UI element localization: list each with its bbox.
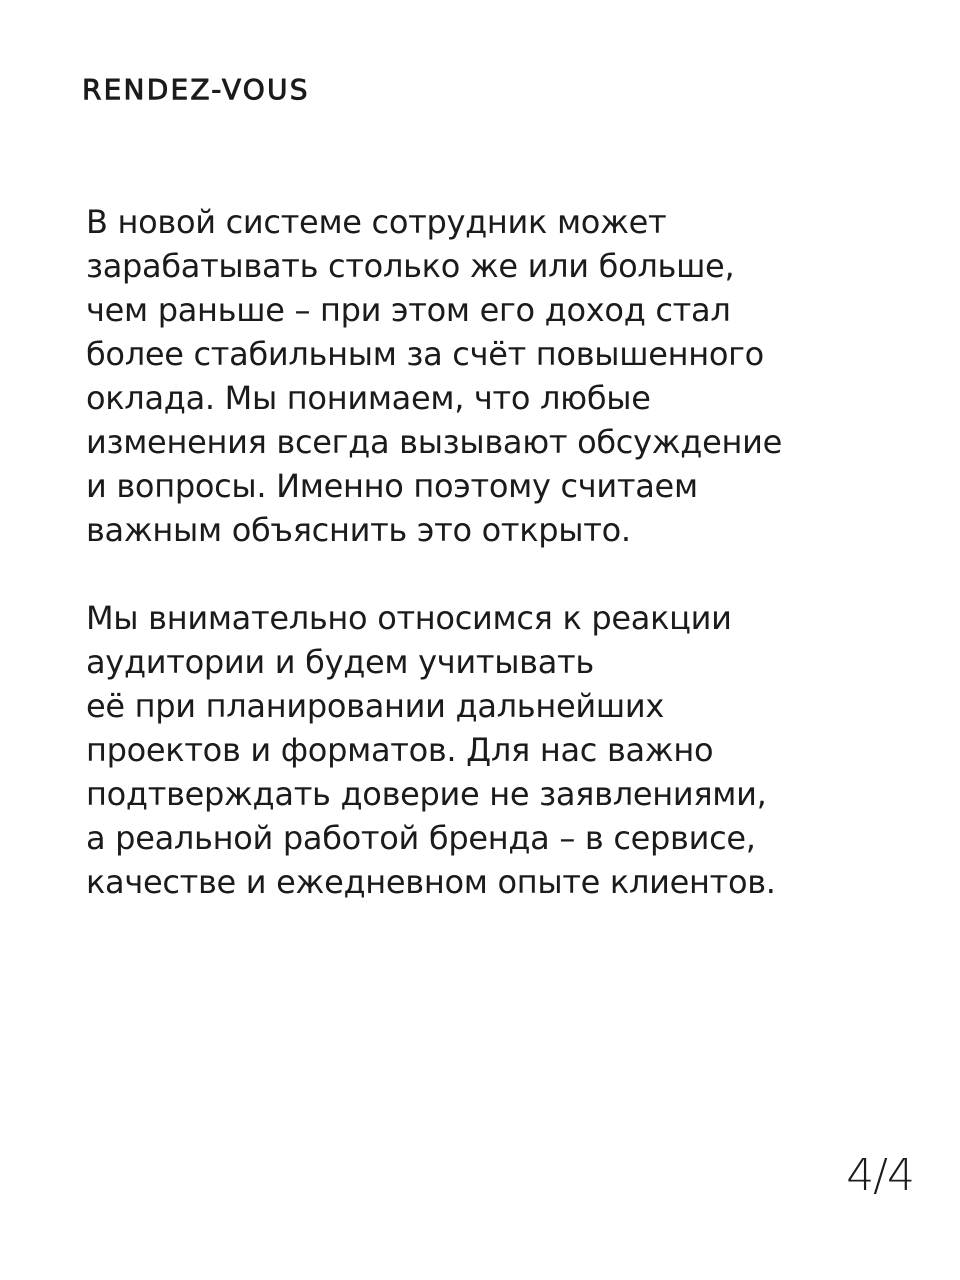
text-line: оклада. Мы понимаем, что любые — [86, 379, 651, 417]
text-line: а реальной работой бренда – в сервисе, — [86, 819, 756, 857]
text-line: Мы внимательно относимся к реакции — [86, 599, 732, 637]
text-line: качестве и ежедневном опыте клиентов. — [86, 863, 776, 901]
text-line: изменения всегда вызывают обсуждение — [86, 423, 782, 461]
paragraph-1 — [86, 200, 886, 552]
text-line: её при планировании дальнейших — [86, 687, 664, 725]
text-line: аудитории и будем учитывать — [86, 643, 594, 681]
text-line: более стабильным за счёт повышенного — [86, 335, 764, 373]
brand-logo: RENDEZ-VOUS — [82, 73, 310, 106]
text-line: чем раньше – при этом его доход стал — [86, 291, 731, 329]
text-line: важным объяснить это открыто. — [86, 511, 631, 549]
text-line: зарабатывать столько же или больше, — [86, 247, 735, 285]
body-text — [86, 200, 886, 904]
text-line: проектов и форматов. Для нас важно — [86, 731, 714, 769]
text-line: подтверждать доверие не заявлениями, — [86, 775, 767, 813]
text-line: В новой системе сотрудник может — [86, 203, 667, 241]
page-counter: 4/4 — [846, 1150, 914, 1201]
paragraph-2 — [86, 596, 886, 904]
text-line: и вопросы. Именно поэтому считаем — [86, 467, 698, 505]
